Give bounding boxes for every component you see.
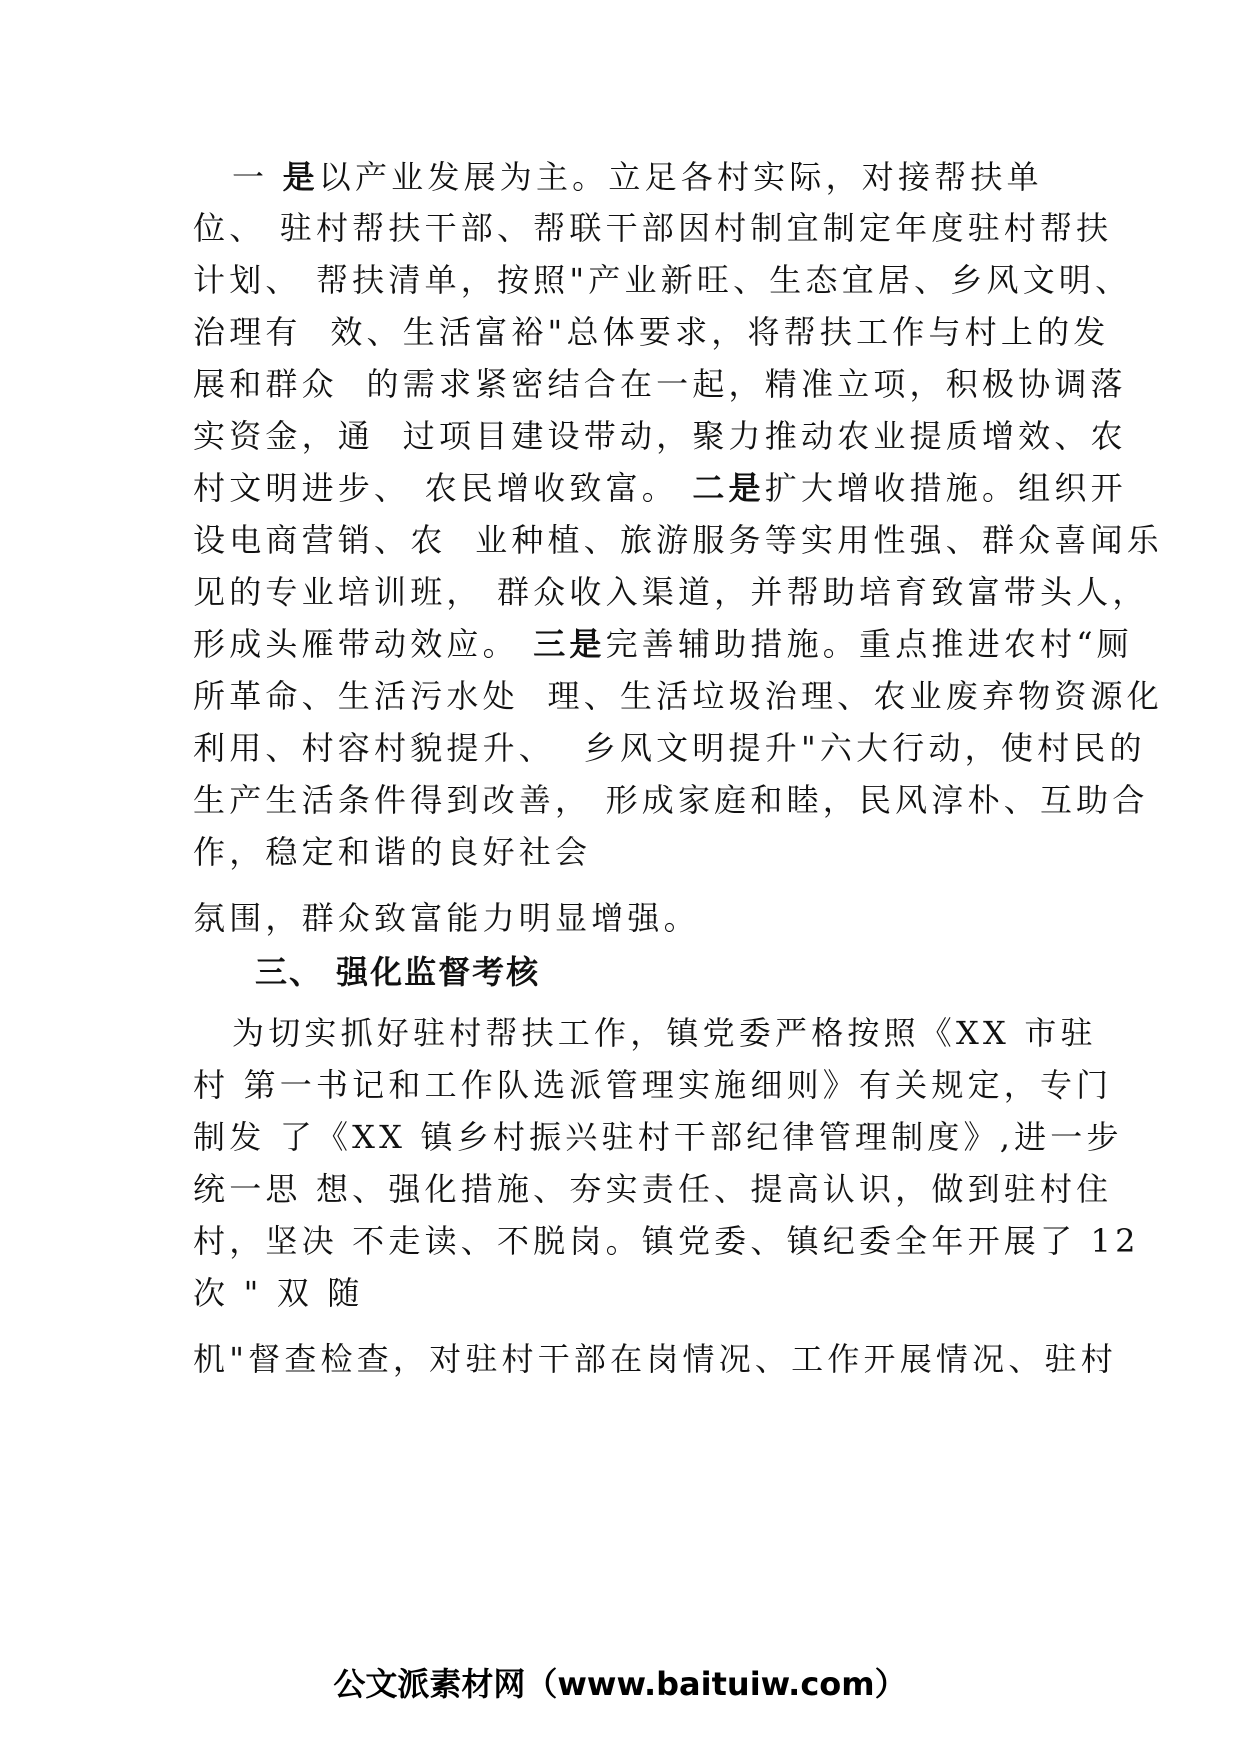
paragraph-line: 设电商营销、农 业种植、旅游服务等实用性强、群众喜闻乐 [193,521,1163,559]
bold-keyword: 三是 [533,625,606,663]
paragraph-line: 制发 了《XX 镇乡村振兴驻村干部纪律管理制度》,进一步 [193,1118,1123,1156]
paragraph-line: 实资金，通 过项目建设带动，聚力推动农业提质增效、农 [193,417,1127,455]
paragraph-line: 氛围，群众致富能力明显增强。 [193,899,700,937]
paragraph-text: 完善辅助措施。重点推进农村“厕 [605,625,1133,663]
bold-keyword: 是 [282,158,319,196]
paragraph-line: 生产生活条件得到改善， 形成家庭和睦，民风淳朴、互助合 [193,781,1149,819]
paragraph-text: 形成头雁带动效应。 [193,625,534,663]
paragraph-line: 为切实抓好驻村帮扶工作，镇党委严格按照《XX 市驻 [232,1014,1097,1052]
footer-site-text: 公文派素材网（www.baituiw.com） [333,1665,907,1703]
paragraph-text: 村文明进步、 农民增收致富。 [193,469,693,507]
paragraph-line: 位、 驻村帮扶干部、帮联干部因村制宜制定年度驻村帮扶 [193,209,1113,247]
paragraph-line: 计划、 帮扶清单，按照"产业新旺、生态宜居、乡风文明、 [193,261,1132,299]
paragraph-text: 扩大增收措施。组织开 [764,469,1127,507]
paragraph-line: 机"督查检查，对驻村干部在岗情况、工作开展情况、驻村 [193,1340,1117,1378]
paragraph-lead: 一 [232,158,283,196]
paragraph-line [232,157,1043,197]
paragraph-line: 作，稳定和谐的良好社会 [193,833,592,871]
paragraph-line: 村，坚决 不走读、不脱岗。镇党委、镇纪委全年开展了 12 [193,1222,1140,1260]
paragraph-text: 以产业发展为主。立足各村实际，对接帮扶单 [318,158,1043,196]
paragraph-line: 村 第一书记和工作队选派管理实施细则》有关规定，专门 [193,1066,1113,1104]
paragraph-line: 利用、村容村貌提升、 乡风文明提升"六大行动，使村民的 [193,729,1146,767]
bold-keyword: 二是 [692,469,765,507]
paragraph-line: 次 " 双 随 [193,1274,364,1312]
paragraph-line: 治理有 效、生活富裕"总体要求，将帮扶工作与村上的发 [193,313,1110,351]
paragraph-line: 所革命、生活污水处 理、生活垃圾治理、农业废弃物资源化 [193,677,1163,715]
paragraph-line: 统一思 想、强化措施、夯实责任、提高认识，做到驻村住 [193,1170,1113,1208]
section-heading: 三、 强化监督考核 [255,953,541,991]
paragraph-line [193,468,1127,508]
paragraph-line [193,624,1133,664]
paragraph-line: 见的专业培训班， 群众收入渠道，并帮助培育致富带头人， [193,573,1149,611]
paragraph-line: 展和群众 的需求紧密结合在一起，精准立项，积极协调落 [193,365,1127,403]
